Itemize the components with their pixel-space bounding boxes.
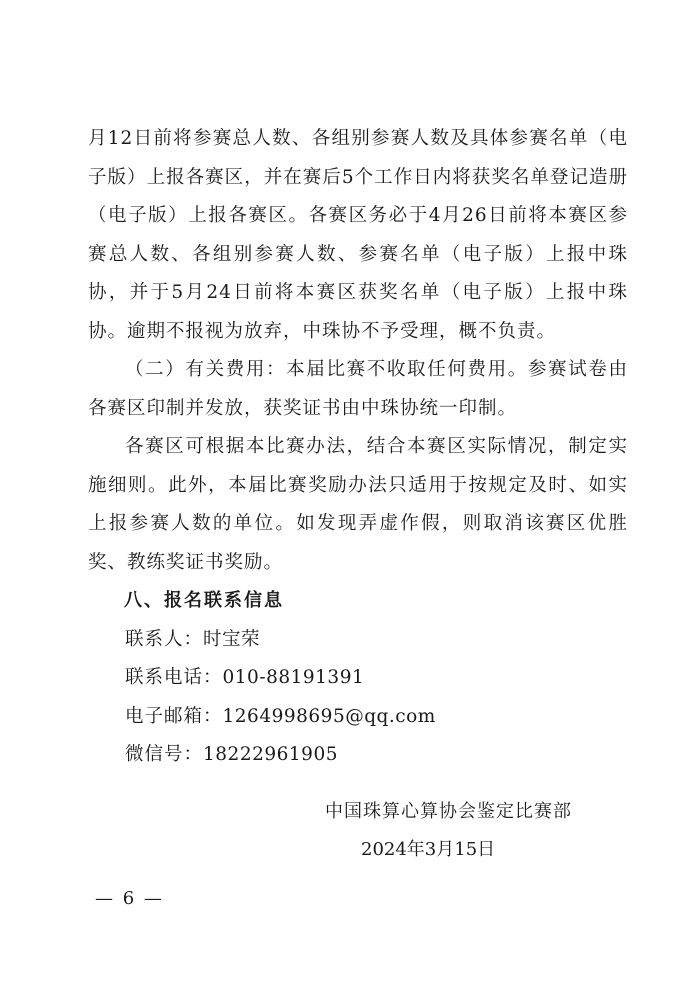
- contact-email-label: 电子邮箱：: [125, 705, 223, 727]
- page-number: — 6 —: [95, 888, 164, 909]
- contact-person: [88, 621, 628, 660]
- paragraph-deadlines: 月12日前将参赛总人数、各组别参赛人数及具体参赛名单（电子版）上报各赛区，并在赛后5个工作日内将获奖名单登记造册（电子版）上报各赛区。各赛区务必于4月26日前将本赛区参赛总人数、各组别参赛人数、参赛名单（电子版）上报中珠协，并于5月24日前将本赛区获奖名单（电子版）上报中珠协。逾期不报视为放弃，中珠协不予受理，概不负责。: [88, 128, 628, 342]
- contact-wechat-label: 微信号：: [125, 744, 204, 765]
- paragraph-rules: 各赛区可根据本比赛办法，结合本赛区实际情况，制定实施细则。此外，本届比赛奖励办法只适用于按规定及时、如实上报参赛人数的单位。如发现弄虚作假，则取消该赛区优胜奖、教练奖证书奖励。: [88, 436, 628, 573]
- contact-phone-label: 联系电话：: [125, 667, 223, 688]
- paragraph-fees: （二）有关费用：本届比赛不收取任何费用。参赛试卷由各赛区印制并发放，获奖证书由中珠协统一印制。: [88, 359, 628, 419]
- signature-block: [325, 793, 625, 869]
- contact-email-value: 1264998695@qq.com: [222, 705, 436, 727]
- contact-wechat-value: 18222961905: [203, 744, 338, 765]
- contact-email: [88, 698, 628, 737]
- section-heading-contact: 八、报名联系信息: [124, 590, 284, 611]
- contact-phone: [88, 659, 628, 698]
- signature-organization: 中国珠算心算协会鉴定比赛部: [325, 801, 572, 822]
- contact-person-label: 联系人：: [125, 628, 204, 650]
- contact-wechat: [88, 736, 628, 775]
- document-body: [88, 120, 628, 775]
- contact-phone-value: 010-88191391: [222, 667, 365, 688]
- signature-date: 2024年3月15日: [361, 839, 496, 860]
- contact-person-value: 时宝荣: [203, 628, 261, 650]
